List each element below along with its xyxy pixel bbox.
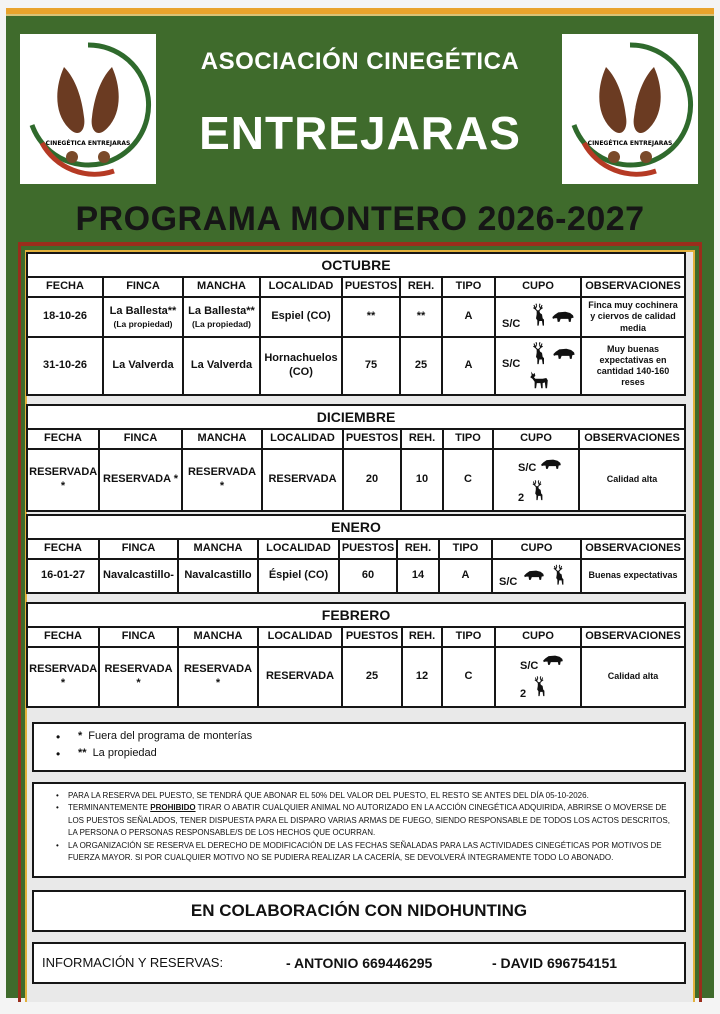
col-fecha: FECHA (28, 628, 98, 646)
logo-right (562, 34, 698, 184)
cell-cupo (496, 338, 580, 394)
note-item (56, 747, 684, 759)
cell-localidad: RESERVADA (263, 450, 342, 510)
cell-puestos: ** (343, 298, 399, 336)
note-text: La propiedad (92, 747, 157, 759)
collaboration-banner: EN COLABORACIÓN CON NIDOHUNTING (32, 890, 686, 932)
cupo-text: S/C (499, 576, 518, 588)
logo-left (20, 34, 156, 184)
col-reh: REH. (398, 540, 438, 558)
rule-lead: TERMINANTEMENTE (68, 803, 148, 813)
col-reh: REH. (403, 628, 441, 646)
cupo-count: 2 (518, 492, 525, 504)
deer-icon (549, 562, 567, 588)
cell-observaciones: Muy buenas expectativas en cantidad 140-160 reses (582, 338, 684, 394)
cell-puestos: 25 (343, 648, 401, 706)
cell-fecha: RESERVADA * (28, 648, 98, 706)
col-puestos: PUESTOS (343, 278, 399, 296)
rules-list (32, 782, 686, 878)
cell-tipo: A (440, 560, 491, 592)
col-observaciones: OBSERVACIONES (582, 628, 684, 646)
cell-mancha (184, 298, 259, 336)
col-puestos: PUESTOS (340, 540, 396, 558)
col-tipo: TIPO (440, 540, 491, 558)
col-cupo: CUPO (496, 278, 580, 296)
cell-mancha: RESERVADA * (179, 648, 257, 706)
rule-item: • PARA LA RESERVA DEL PUESTO, SE TENDRÁ QUE ABONAR EL 50% DEL VALOR DEL PUESTO, EL RESTO SE ANTES DEL DÍA 05-10-2026. (56, 790, 676, 802)
cell-puestos: 60 (340, 560, 396, 592)
association-name: ENTREJARAS (199, 107, 521, 159)
col-localidad: LOCALIDAD (263, 430, 342, 448)
col-mancha: MANCHA (183, 430, 261, 448)
col-reh: REH. (402, 430, 442, 448)
cell-reh: 10 (402, 450, 442, 510)
col-fecha: FECHA (28, 540, 98, 558)
cell-cupo (493, 560, 580, 592)
cell-finca: RESERVADA * (100, 450, 181, 510)
cell-tipo: C (443, 648, 494, 706)
cell-reh: ** (401, 298, 441, 336)
cell-tipo: A (443, 298, 494, 336)
cell-cupo (494, 450, 578, 510)
month-title: DICIEMBRE (28, 406, 684, 428)
month-block-octubre (26, 252, 686, 396)
cell-mancha: La Valverda (184, 338, 259, 394)
table-row (28, 648, 684, 706)
cupo-count: 2 (520, 688, 527, 700)
cupo-text: S/C (502, 358, 521, 370)
month-block-diciembre (26, 404, 686, 512)
logo-text: CINEGÉTICA ENTREJARAS (587, 140, 673, 147)
deer-hoof-logo-icon (566, 39, 694, 179)
cell-observaciones: Calidad alta (582, 648, 684, 706)
cell-observaciones: Finca muy cochinera y ciervos de calidad media (582, 298, 684, 336)
contact-david: - DAVID 696754151 (492, 955, 618, 971)
cell-cupo (496, 648, 580, 706)
col-cupo: CUPO (494, 430, 578, 448)
finca-note: (La propiedad) (113, 318, 173, 329)
cell-reh: 25 (401, 338, 441, 394)
boar-icon (523, 569, 545, 581)
note-mark: * (78, 730, 83, 742)
col-localidad: LOCALIDAD (261, 278, 341, 296)
deer-icon (530, 674, 548, 699)
col-finca: FINCA (100, 628, 177, 646)
mancha-name: La Ballesta** (188, 304, 255, 317)
cell-finca (104, 298, 182, 336)
col-tipo: TIPO (443, 628, 494, 646)
boar-icon (552, 347, 576, 360)
note-mark: ** (78, 747, 87, 759)
month-block-febrero (26, 602, 686, 708)
cell-finca: Navalcastillo- (100, 560, 177, 592)
cell-localidad: RESERVADA (259, 648, 341, 706)
deer-icon (528, 340, 548, 367)
col-cupo: CUPO (493, 540, 580, 558)
legend-notes (32, 722, 686, 772)
cell-finca: La Valverda (104, 338, 182, 394)
cell-mancha: RESERVADA * (183, 450, 261, 510)
col-puestos: PUESTOS (343, 628, 401, 646)
col-tipo: TIPO (444, 430, 492, 448)
cell-tipo: A (443, 338, 494, 394)
col-finca: FINCA (104, 278, 182, 296)
cell-observaciones: Calidad alta (580, 450, 684, 510)
table-row (28, 450, 684, 510)
hind-icon (528, 370, 550, 389)
month-title: FEBRERO (28, 604, 684, 626)
contact-bar (32, 942, 686, 984)
deer-icon (528, 478, 546, 503)
col-localidad: LOCALIDAD (259, 540, 338, 558)
col-puestos: PUESTOS (344, 430, 400, 448)
table-header (28, 430, 684, 448)
cell-localidad: Espiel (CO) (261, 298, 341, 336)
cell-fecha: 18-10-26 (28, 298, 102, 336)
col-cupo: CUPO (496, 628, 580, 646)
table-header (28, 278, 684, 296)
col-observaciones: OBSERVACIONES (580, 430, 684, 448)
boar-icon (540, 458, 562, 470)
finca-name: La Ballesta** (109, 304, 177, 317)
col-reh: REH. (401, 278, 441, 296)
col-mancha: MANCHA (179, 540, 257, 558)
cell-fecha: RESERVADA * (28, 450, 98, 510)
cell-localidad: Éspiel (CO) (259, 560, 338, 592)
cupo-text: S/C (520, 660, 539, 672)
month-title: OCTUBRE (28, 254, 684, 276)
col-tipo: TIPO (443, 278, 494, 296)
cell-finca: RESERVADA * (100, 648, 177, 706)
association-title: ASOCIACIÓN CINEGÉTICA (200, 48, 520, 75)
table-row (28, 560, 684, 592)
mancha-note: (La propiedad) (191, 318, 252, 329)
month-block-enero (26, 514, 686, 594)
note-text: Fuera del programa de monterías (88, 730, 253, 742)
cell-puestos: 75 (343, 338, 399, 394)
cell-localidad: Hornachuelos (CO) (261, 338, 341, 394)
boar-icon (551, 310, 575, 323)
cell-observaciones: Buenas expectativas (582, 560, 684, 592)
rule-prohibido: PROHIBIDO (150, 803, 196, 813)
col-mancha: MANCHA (184, 278, 259, 296)
cell-puestos: 20 (344, 450, 400, 510)
cell-fecha: 31-10-26 (28, 338, 102, 394)
col-mancha: MANCHA (179, 628, 257, 646)
col-finca: FINCA (100, 430, 181, 448)
cell-reh: 14 (398, 560, 438, 592)
table-row (28, 338, 684, 394)
col-observaciones: OBSERVACIONES (582, 540, 684, 558)
table-header (28, 540, 684, 558)
program-title: PROGRAMA MONTERO 2026-2027 (75, 200, 645, 238)
contact-antonio: - ANTONIO 669446295 (286, 955, 433, 971)
col-observaciones: OBSERVACIONES (582, 278, 684, 296)
table-row (28, 298, 684, 336)
cell-tipo: C (444, 450, 492, 510)
deer-icon (528, 301, 548, 329)
table-header (28, 628, 684, 646)
contact-label: INFORMACIÓN Y RESERVAS: (42, 955, 224, 970)
rule-item: • LA ORGANIZACIÓN SE RESERVA EL DERECHO DE MODIFICACIÓN DE LAS FECHAS SEÑALADAS PARA LAS ACTIVIDADES CINEGÉTICAS POR MOTIVOS DE FUERZA MAYOR. SI POR CUALQUIER MOTIVO NO SE PUDIERA REALIZAR LA CACERÍA, SE DEVOLVERÁ INTEGRAMENTE TODO LO ABONADO. (56, 840, 676, 865)
cupo-text: S/C (502, 318, 521, 330)
cupo-text: S/C (518, 462, 537, 474)
month-title: ENERO (28, 516, 684, 538)
rule-item (56, 802, 676, 839)
rule-body: TIRAR O ABATIR CUALQUIER ANIMAL NO AUTORIZADO EN LA ACCIÓN CINEGÉTICA ADQUIRIDA, ABRIRSE O MOVERSE DE LOS PUESTOS SEÑALADOS, TENER DISPUESTA PARA EL DISPARO VARIAS ARMAS DE FUEGO, SIENDO RESPONSABLE DE TODOS LOS ACTOS DESCRITOS, LA PERSONA O PERSONAS RESPONSABLE/S DE LOS HECHOS QUE OCURRAN. (68, 803, 670, 838)
col-localidad: LOCALIDAD (259, 628, 341, 646)
cell-cupo (496, 298, 580, 336)
col-finca: FINCA (100, 540, 177, 558)
cell-reh: 12 (403, 648, 441, 706)
cell-fecha: 16-01-27 (28, 560, 98, 592)
col-fecha: FECHA (28, 278, 102, 296)
note-item (56, 730, 684, 742)
boar-icon (542, 654, 564, 666)
logo-text: CINEGÉTICA ENTREJARAS (45, 140, 131, 147)
cell-mancha: Navalcastillo (179, 560, 257, 592)
col-fecha: FECHA (28, 430, 98, 448)
deer-hoof-logo-icon (24, 39, 152, 179)
